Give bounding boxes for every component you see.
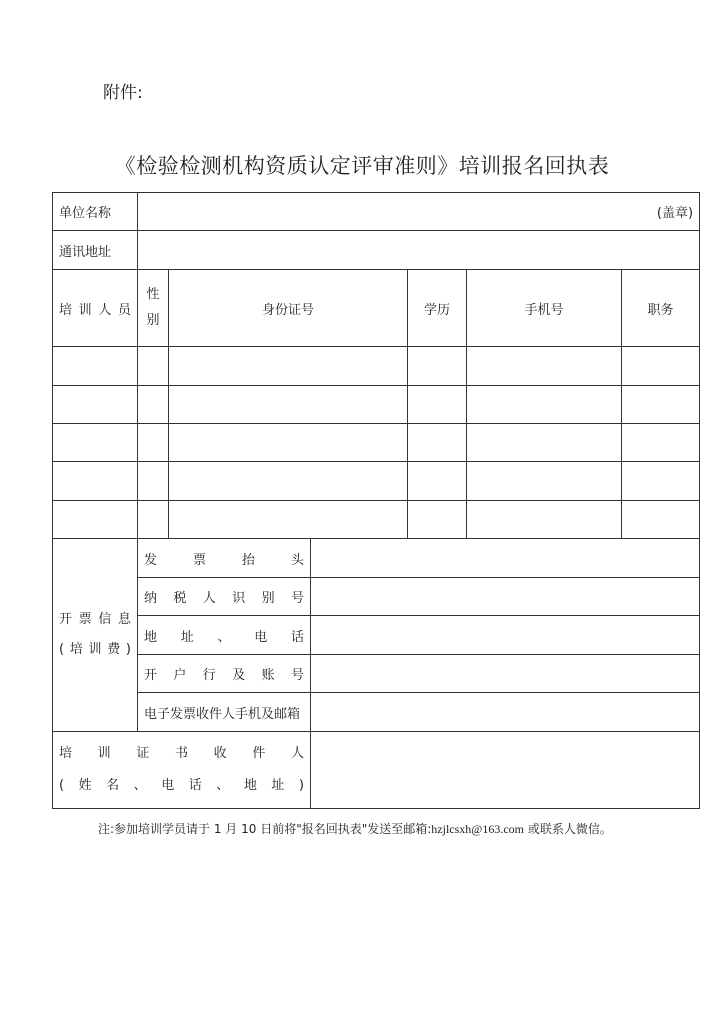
- note-email: hzjlcsxh@163.com: [431, 822, 524, 836]
- invoice-info-label: [53, 539, 138, 732]
- trainee-gender-cell[interactable]: [138, 347, 169, 386]
- trainee-education-cell[interactable]: [408, 462, 467, 501]
- gender-label-1: 性: [146, 287, 160, 302]
- trainee-education-cell[interactable]: [408, 347, 467, 386]
- certificate-label-1: 培训证书收件人: [59, 746, 304, 761]
- gender-header: [138, 270, 169, 347]
- trainee-id-cell[interactable]: [169, 501, 408, 539]
- note-suffix: 或联系人微信。: [524, 822, 612, 836]
- trainee-id-cell[interactable]: [169, 424, 408, 462]
- trainee-phone-cell[interactable]: [467, 386, 622, 424]
- trainee-phone-cell[interactable]: [467, 424, 622, 462]
- trainee-id-cell[interactable]: [169, 462, 408, 501]
- trainee-label: 培训人员: [53, 270, 138, 347]
- trainee-education-cell[interactable]: [408, 501, 467, 539]
- seal-label: (盖章): [656, 206, 694, 221]
- trainee-phone-cell[interactable]: [467, 347, 622, 386]
- e-invoice-recipient-label: 电子发票收件人手机及邮箱: [138, 693, 311, 732]
- trainee-gender-cell[interactable]: [138, 501, 169, 539]
- trainee-id-cell[interactable]: [169, 386, 408, 424]
- trainee-phone-cell[interactable]: [467, 501, 622, 539]
- trainee-gender-cell[interactable]: [138, 462, 169, 501]
- unit-name-field[interactable]: [138, 193, 700, 231]
- trainee-name-cell[interactable]: [53, 424, 138, 462]
- table-row: [53, 424, 700, 462]
- trainee-gender-cell[interactable]: [138, 386, 169, 424]
- table-row: [53, 462, 700, 501]
- invoice-title-label: 发票抬头: [138, 539, 311, 578]
- education-header: 学历: [408, 270, 467, 347]
- page-title: 《检验检测机构资质认定评审准则》培训报名回执表: [114, 154, 610, 178]
- certificate-recipient-field[interactable]: [311, 732, 700, 809]
- certificate-label-2: (姓名、电话、地址): [59, 778, 304, 793]
- certificate-recipient-label: [53, 732, 311, 809]
- address-label: 通讯地址: [53, 231, 138, 270]
- id-header: 身份证号: [169, 270, 408, 347]
- trainee-position-cell[interactable]: [622, 501, 700, 539]
- trainee-education-cell[interactable]: [408, 386, 467, 424]
- gender-label-2: 别: [146, 313, 160, 328]
- note-prefix: 注:参加培训学员请于 1 月 10 日前将"报名回执表"发送至邮箱:: [98, 822, 432, 836]
- table-row: [53, 347, 700, 386]
- taxpayer-id-field[interactable]: [311, 578, 700, 616]
- address-field[interactable]: [138, 231, 700, 270]
- unit-name-label: 单位名称: [53, 193, 138, 231]
- attachment-label: 附件:: [103, 83, 143, 103]
- invoice-label-2: (培训费): [59, 642, 131, 657]
- table-row: [53, 386, 700, 424]
- trainee-name-cell[interactable]: [53, 462, 138, 501]
- e-invoice-recipient-field[interactable]: [311, 693, 700, 732]
- trainee-position-cell[interactable]: [622, 424, 700, 462]
- bank-account-field[interactable]: [311, 655, 700, 693]
- invoice-label-1: 开票信息: [59, 612, 131, 627]
- invoice-address-phone-field[interactable]: [311, 616, 700, 655]
- trainee-position-cell[interactable]: [622, 386, 700, 424]
- invoice-address-phone-label: 地址、电话: [138, 616, 311, 655]
- table-row: [53, 501, 700, 539]
- trainee-name-cell[interactable]: [53, 347, 138, 386]
- taxpayer-id-label: 纳税人识别号: [138, 578, 311, 616]
- bank-account-label: 开户行及账号: [138, 655, 311, 693]
- trainee-id-cell[interactable]: [169, 347, 408, 386]
- trainee-name-cell[interactable]: [53, 386, 138, 424]
- trainee-phone-cell[interactable]: [467, 462, 622, 501]
- phone-header: 手机号: [467, 270, 622, 347]
- trainee-education-cell[interactable]: [408, 424, 467, 462]
- position-header: 职务: [622, 270, 700, 347]
- footnote: [98, 820, 612, 837]
- trainee-position-cell[interactable]: [622, 347, 700, 386]
- trainee-position-cell[interactable]: [622, 462, 700, 501]
- invoice-title-field[interactable]: [311, 539, 700, 578]
- registration-form-table: [52, 192, 700, 809]
- trainee-name-cell[interactable]: [53, 501, 138, 539]
- trainee-gender-cell[interactable]: [138, 424, 169, 462]
